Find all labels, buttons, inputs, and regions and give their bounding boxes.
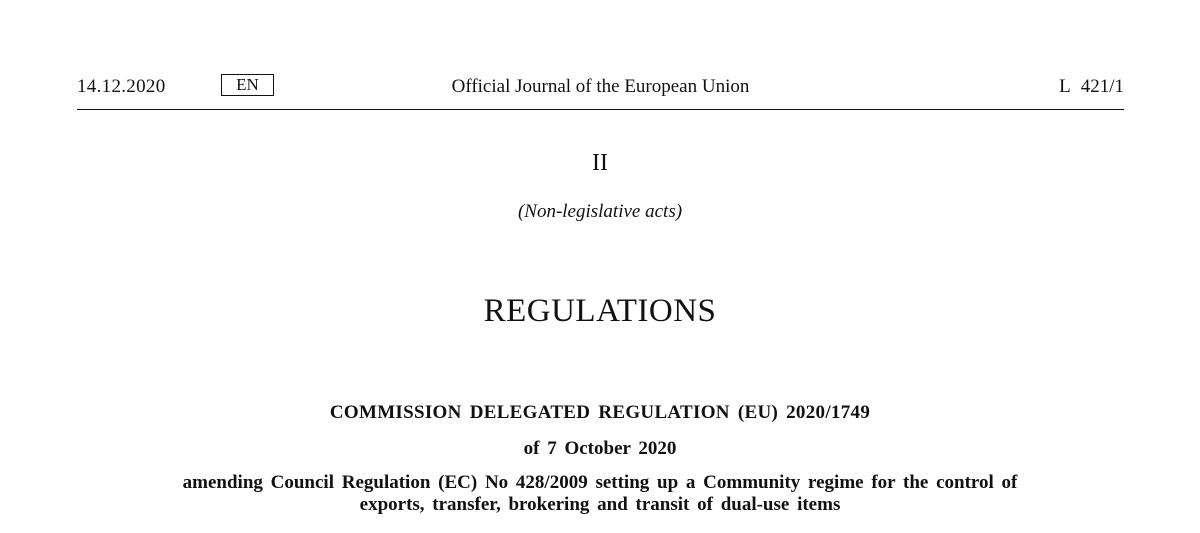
publication-date: 14.12.2020 bbox=[77, 76, 166, 97]
regulation-subject bbox=[0, 472, 1200, 516]
part-number: II bbox=[592, 150, 608, 176]
section-title: REGULATIONS bbox=[483, 293, 717, 329]
regulation-subject-line: exports, transfer, brokering and transit of dual-use items bbox=[359, 494, 841, 515]
journal-title: Official Journal of the European Union bbox=[451, 76, 750, 97]
regulation-subject-line: amending Council Regulation (EC) No 428/2009 setting up a Community regime for the control of bbox=[182, 472, 1018, 493]
part-subtitle: (Non-legislative acts) bbox=[517, 201, 683, 222]
page-reference: L 421/1 bbox=[1059, 76, 1124, 97]
header-divider bbox=[77, 109, 1124, 110]
language-badge: EN bbox=[221, 74, 274, 96]
regulation-title: COMMISSION DELEGATED REGULATION (EU) 2020/1749 bbox=[329, 402, 871, 423]
journal-header bbox=[77, 76, 1124, 100]
regulation-date: of 7 October 2020 bbox=[523, 438, 677, 459]
